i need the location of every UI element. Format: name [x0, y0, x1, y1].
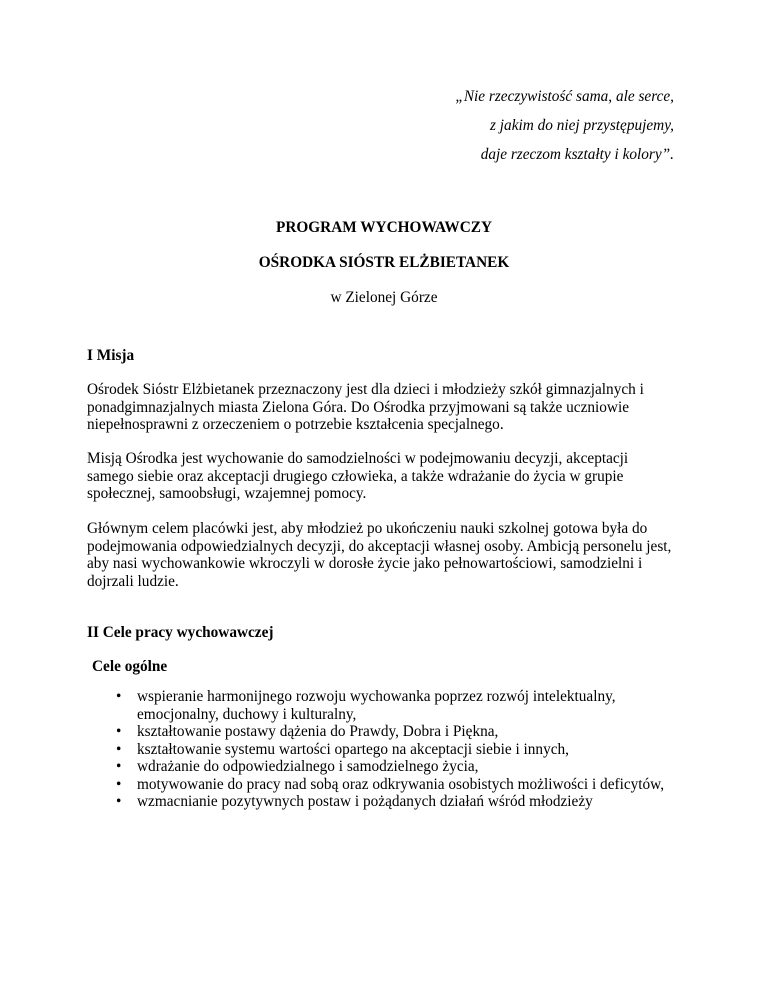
goals-list: [87, 688, 687, 811]
mission-paragraph-3: Głównym celem placówki jest, aby młodzież po ukończeniu nauki szkolnej gotowa była do podejmowania odpowiedzialnych decyzji, do akceptacji własnej osoby. Ambicją personelu jest, aby nasi wychowankowie wkroczyli w dorosłe życie jako pełnowartościowi, samodzielni i dojrzali ludzie.: [87, 520, 672, 590]
motto-line-1: „Nie rzeczywistość sama, ale serce,: [455, 88, 674, 105]
mission-paragraph-1: Ośrodek Sióstr Elżbietanek przeznaczony jest dla dzieci i młodzieży szkół gimnazjalnych i ponadgimnazjalnych miasta Zielona Góra. Do Ośrodka przyjmowani są także uczniowie niepełnosprawni z orzeczeniem o potrzebie kształcenia specjalnego.: [87, 381, 644, 433]
list-item: [87, 688, 687, 723]
list-item-text: wspieranie harmonijnego rozwoju wychowanka poprzez rozwój intelektualny, emocjonalny, duchowy i kulturalny,: [137, 688, 616, 723]
list-item: [87, 723, 687, 741]
bullet-icon: •: [116, 775, 122, 793]
list-item: [87, 776, 687, 794]
list-item-text: motywowanie do pracy nad sobą oraz odkrywania osobistych możliwości i deficytów,: [137, 775, 665, 793]
list-item-text: wzmacnianie pozytywnych postaw i pożądanych działań wśród młodzieży: [137, 793, 593, 810]
bullet-icon: •: [116, 793, 122, 810]
list-item: [87, 758, 687, 776]
document-title: [0, 211, 768, 315]
bullet-icon: •: [116, 723, 122, 740]
motto-line-2: z jakim do niej przystępujemy,: [490, 117, 674, 134]
list-item: [87, 741, 687, 759]
motto-line-3: daje rzeczom kształty i kolory”.: [480, 146, 674, 163]
section-heading-mission: I Misja: [87, 347, 135, 364]
list-item-text: kształtowanie postawy dążenia do Prawdy, Dobra i Piękna,: [137, 723, 499, 740]
section-heading-goals: II Cele pracy wychowawczej: [87, 624, 274, 641]
title-line-3: w Zielonej Górze: [330, 289, 438, 306]
bullet-icon: •: [116, 688, 122, 705]
list-item-text: wdrażanie do odpowiedzialnego i samodzielnego życia,: [137, 758, 479, 775]
title-line-2: OŚRODKA SIÓSTR ELŻBIETANEK: [258, 254, 510, 271]
motto-quote: [455, 82, 674, 169]
list-item: [87, 793, 687, 811]
list-item-text: kształtowanie systemu wartości opartego na akceptacji siebie i innych,: [137, 740, 569, 758]
title-line-1: PROGRAM WYCHOWAWCZY: [275, 219, 492, 236]
bullet-icon: •: [116, 758, 122, 775]
mission-paragraph-2: Misją Ośrodka jest wychowanie do samodzielności w podejmowaniu decyzji, akceptacji samego siebie oraz akceptacji drugiego człowieka, a także wdrażanie do życia w grupie społecznej, samoobsługi, wzajemnej pomocy.: [87, 450, 629, 502]
subheading-general-goals: Cele ogólne: [92, 658, 168, 675]
bullet-icon: •: [116, 740, 122, 758]
